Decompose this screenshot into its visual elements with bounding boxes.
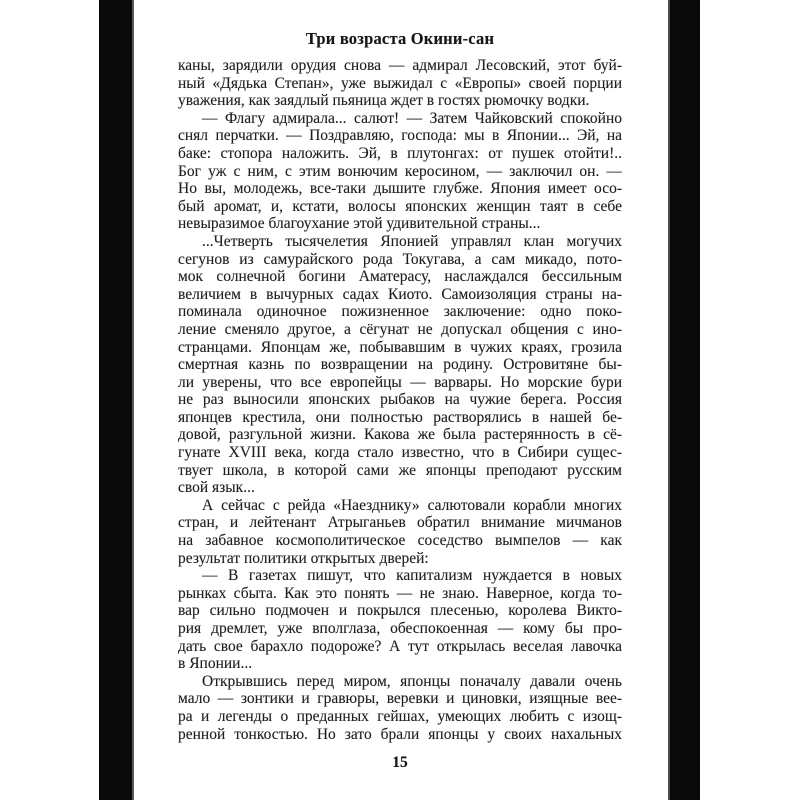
text-line: ренной тонкостью. Но зато брали японцы у своих нахальных — [178, 725, 622, 743]
body-text — [178, 57, 622, 743]
text-line: на забавное космополитическое соседство вымпелов — как — [178, 532, 622, 550]
text-line: стран, и лейтенант Атрыганьев обратил внимание мичманов — [178, 514, 622, 532]
left-black-bar — [99, 0, 134, 800]
text-line: А сейчас с рейда «Наезднику» салютовали корабли многих — [202, 496, 622, 514]
text-line: ный «Дядька Степан», уже выжидал с «Европы» своей порции — [178, 74, 622, 92]
text-line: баке: стопора наложить. Эй, в плутонгах: от пушек отойти!.. — [178, 144, 622, 162]
text-line: мало — зонтики и гравюры, веревки и циновки, изящные вее- — [178, 690, 622, 708]
text-line: снял перчатки. — Поздравляю, господа: мы в Японии... Эй, на — [178, 127, 622, 145]
text-line: ...Четверть тысячелетия Японией управлял клан могучих — [202, 232, 622, 250]
text-line: мок солнечной богини Аматерасу, наслаждался бессильным — [178, 268, 622, 286]
text-line: Открывшись перед миром, японцы поначалу давали очень — [202, 672, 622, 690]
text-line: странцами. Японцам же, побывавшим в чужих краях, грозила — [178, 338, 622, 356]
text-line: свой язык... — [178, 479, 255, 497]
text-line: уважения, как заядлый пьяница ждет в гостях рюмочку водки. — [178, 92, 590, 110]
text-line: вар сильно подмочен и покрылся плесенью, королева Викто- — [178, 602, 622, 620]
running-header: Три возраста Окини-сан — [305, 29, 495, 48]
text-line: довой, разгульной жизни. Какова же была растерянность в сё- — [178, 426, 622, 444]
text-line: ра и легенды о преданных гейшах, умеющих любить с изощ- — [178, 707, 622, 725]
text-line: гунате XVIII века, когда стало известно, что в Сибири сущес- — [178, 444, 622, 462]
text-line: — Флагу адмирала... салют! — Затем Чайковский спокойно — [202, 109, 622, 127]
text-line: каны, зарядили орудия снова — адмирал Лесовский, этот буй- — [178, 57, 622, 74]
text-line: бый аромат, и, кстати, волосы японских женщин таят в себе — [178, 197, 622, 215]
text-line: невыразимое благоухание этой удивительной страны... — [178, 215, 541, 233]
text-line: не раз выносили японских рыбаков на чужие берега. Россия — [178, 391, 622, 409]
text-line: в Японии... — [178, 655, 253, 673]
text-line: рия дремлет, уже вполглаза, обеспокоенная — кому бы про- — [178, 620, 622, 637]
text-line: Бог уж с ним, с этим вонючим керосином, — заключил он. — — [178, 162, 622, 180]
text-line: — В газетах пишут, что капитализм нуждается в новых — [202, 567, 622, 585]
text-line: твует школа, в которой сами же японцы преподают русским — [178, 461, 622, 479]
text-line: смертная казнь по возвращении на родину. Островитяне бы- — [178, 356, 622, 374]
text-line: дать свое барахло подороже? А тут открылась веселая лавочка — [178, 637, 622, 655]
text-line: рынках сбыта. Как это понять — не знаю. Наверное, когда то- — [178, 584, 622, 602]
page-number: 15 — [392, 754, 408, 771]
text-line: величием в вычурных садах Киото. Самоизоляция страны на- — [178, 285, 622, 303]
right-black-bar — [668, 0, 700, 800]
text-line: поминала одиночное пожизненное заключение: одно поко- — [178, 303, 622, 321]
text-line: результат политики открытых дверей: — [178, 549, 429, 567]
book-page — [134, 0, 666, 800]
text-line: Но вы, молодежь, все-таки дышите глубже. Япония имеет осо- — [178, 180, 622, 198]
text-line: ление сменяло другое, а сёгунат не допускал общения с ино- — [178, 320, 622, 338]
text-line: ли уверены, что все европейцы — варвары. Но морские бури — [178, 373, 622, 391]
text-line: сегунов из самурайского рода Токугава, а сам микадо, пото- — [178, 250, 622, 268]
text-line: японцев крестила, они полностью растворялись в нашей бе- — [178, 408, 622, 426]
